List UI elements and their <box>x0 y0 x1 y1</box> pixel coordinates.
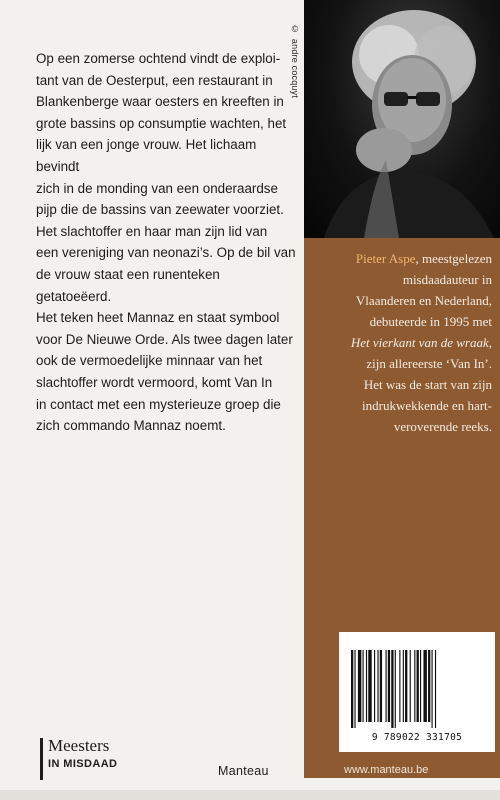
blurb-line: Het slachtoffer en haar man zijn lid van <box>36 223 268 239</box>
barcode-bar <box>380 650 382 722</box>
bio-line-first: Pieter Aspe, meestgelezen <box>355 251 492 266</box>
author-name: Pieter Aspe <box>355 251 416 266</box>
barcode-bar <box>403 650 404 722</box>
blurb-line: lijk van een jonge vrouw. Het lichaam bevindt <box>36 137 257 174</box>
barcode-bar <box>388 650 390 722</box>
barcode-bar <box>377 650 378 722</box>
series-logo-bar <box>40 738 43 780</box>
barcode-bars <box>349 650 485 728</box>
barcode-bar <box>358 650 361 722</box>
blurb-line: voor De Nieuwe Orde. Als twee dagen later <box>36 331 293 347</box>
blurb-line: slachtoffer wordt vermoord, komt Van In <box>36 374 273 390</box>
blurb-line: ook de vermoedelijke minnaar van het <box>36 353 263 369</box>
barcode-bar <box>410 650 411 722</box>
bio-line: debuteerde in 1995 met <box>369 314 492 329</box>
barcode-bar <box>366 650 367 722</box>
bio-line: indrukwekkende en hart- <box>362 398 492 413</box>
blurb-line: Blankenberge waar oesters en kreeften in <box>36 94 284 110</box>
bio-line: Het was de start van zijn <box>363 377 492 392</box>
blurb-line: Op een zomerse ochtend vindt de exploi- <box>36 51 281 66</box>
barcode-bar <box>423 650 426 722</box>
barcode-bar <box>391 650 393 728</box>
barcode <box>339 632 495 752</box>
barcode-bar <box>368 650 371 722</box>
blurb-line: zich commando Mannaz noemt. <box>36 418 226 434</box>
bio-line: zijn allereerste ‘Van In’. <box>366 356 492 371</box>
copyright-icon: © <box>290 24 300 35</box>
blurb-text <box>36 48 298 437</box>
blurb-line: een vereniging van neonazi’s. Op de bil van <box>36 245 296 261</box>
barcode-bar <box>414 650 415 722</box>
barcode-bar <box>354 650 355 728</box>
blurb-line: tant van de Oesterput, een restaurant in <box>36 72 273 88</box>
author-portrait-illustration <box>304 0 500 238</box>
publisher-website: www.manteau.be <box>344 764 429 776</box>
isbn-number: 9 789022 331705 <box>371 732 463 743</box>
barcode-bar <box>417 650 419 722</box>
bio-line: Het vierkant van de wraak, <box>350 335 492 350</box>
blurb-line: in contact met een mysterieuze groep die <box>36 396 281 412</box>
barcode-bar <box>399 650 400 722</box>
blurb-line: de vrouw staat een runenteken getatoeëerd. <box>36 266 220 304</box>
series-logo-bottom: IN MISDAAD <box>48 758 118 770</box>
bio-line: Vlaanderen en Nederland, <box>355 293 492 308</box>
bio-line: misdaadauteur in <box>402 272 492 287</box>
barcode-bar <box>363 650 364 722</box>
blurb-line: Het teken heet Mannaz en staat symbool <box>36 310 280 326</box>
blurb-line: grote bassins op consumptie wachten, het <box>36 115 287 131</box>
blurb-line: zich in de monding van een onderaardse <box>36 180 278 196</box>
author-photo <box>304 0 500 238</box>
series-logo <box>40 736 117 770</box>
barcode-bar <box>428 650 430 722</box>
barcode-bar <box>386 650 387 722</box>
author-bio <box>322 248 492 437</box>
barcode-bar <box>351 650 353 728</box>
barcode-bar <box>420 650 421 722</box>
debut-title: Het vierkant van de wraak <box>350 335 489 350</box>
photo-credit <box>290 24 300 98</box>
publisher-name: Manteau <box>218 764 269 778</box>
bio-line: veroverende reeks. <box>393 419 492 434</box>
barcode-bar <box>374 650 375 722</box>
blurb-line: pijp die de bassins van zeewater voorziet. <box>36 202 284 218</box>
barcode-bar <box>435 650 436 728</box>
photo-credit-text: andre cocquyt <box>290 38 300 99</box>
bottom-edge <box>0 790 500 800</box>
barcode-bar <box>405 650 407 722</box>
barcode-bar <box>432 650 433 728</box>
series-logo-top: Meesters <box>48 736 110 755</box>
barcode-bar <box>395 650 396 728</box>
